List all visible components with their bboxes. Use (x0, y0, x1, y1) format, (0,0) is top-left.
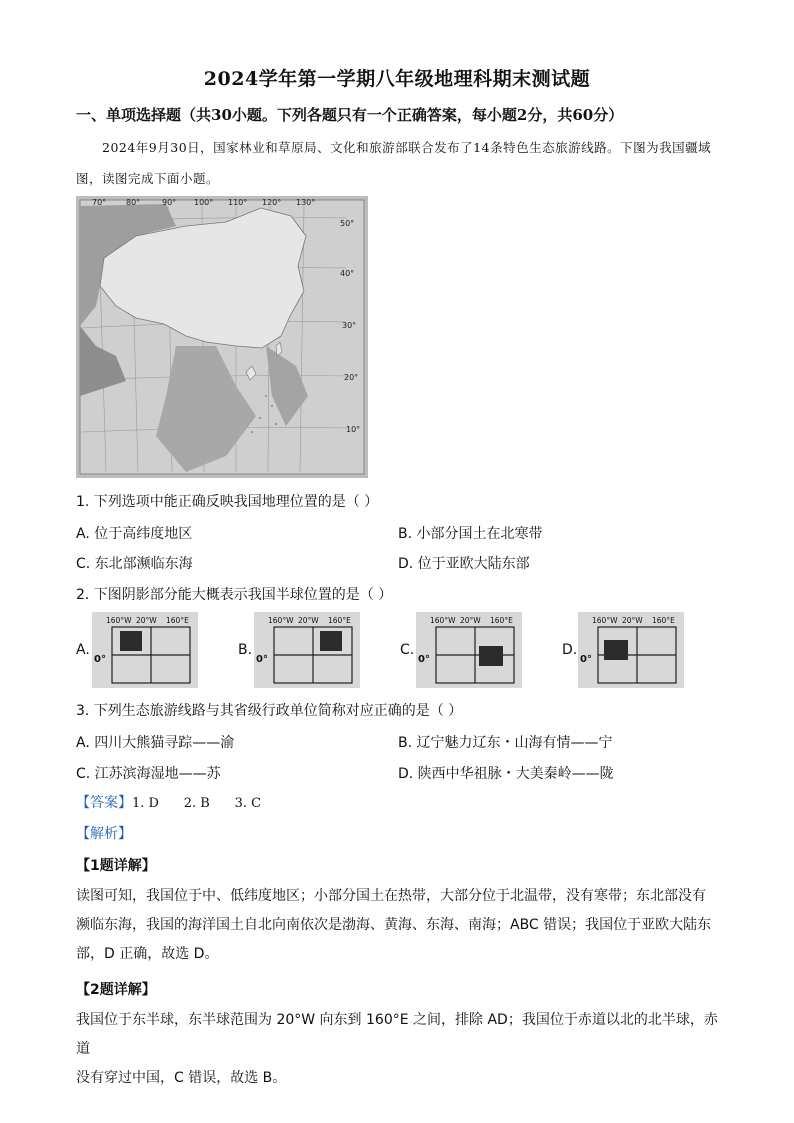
q3-option-a: A. 四川大熊猫寻踪——渝 (76, 735, 235, 751)
map-lon-label: 120° (262, 198, 282, 207)
grid-label-160e: 160°E (328, 616, 351, 625)
grid-label-20w: 20°W (298, 616, 319, 625)
map-lat-label: 10° (346, 425, 361, 434)
analysis-heading: 【解析】 (76, 826, 132, 842)
detail-2-line: 没有穿过中国，C 错误，故选 B。 (76, 1070, 287, 1086)
hemisphere-grid-d (578, 612, 684, 688)
detail-1-heading: 【1题详解】 (76, 858, 156, 874)
question-1-stem: 1. 下列选项中能正确反映我国地理位置的是（ ） (76, 494, 379, 510)
q1-option-a: A. 位于高纬度地区 (76, 526, 193, 542)
hemisphere-grid-a (92, 612, 198, 688)
grid-label-20w: 20°W (136, 616, 157, 625)
question-3-stem: 3. 下列生态旅游线路与其省级行政单位简称对应正确的是（ ） (76, 703, 463, 719)
grid-label-160w: 160°W (268, 616, 294, 625)
grid-label-equator: 0° (418, 654, 430, 665)
q1-option-b: B. 小部分国土在北寒带 (398, 526, 543, 542)
hemisphere-grid-c (416, 612, 522, 688)
grid-label-160e: 160°E (166, 616, 189, 625)
q1-option-d: D. 位于亚欧大陆东部 (398, 556, 530, 572)
detail-1-line: 部，D 正确，故选 D。 (76, 946, 219, 962)
answer-tag: 【答案】 (76, 795, 132, 811)
answer-line (76, 792, 261, 812)
detail-1-line: 读图可知，我国位于中、低纬度地区；小部分国土在热带，大部分位于北温带，没有寒带；东北部没有 (76, 888, 706, 904)
map-lon-label: 110° (228, 198, 248, 207)
grid-label-160w: 160°W (430, 616, 456, 625)
intro-paragraph: 2024年9月30日，国家林业和草原局、文化和旅游部联合发布了14条特色生态旅游线路。下图为我国疆域图，读图完成下面小题。 (76, 140, 712, 186)
map-lon-label: 100° (194, 198, 214, 207)
map-lat-label: 20° (344, 373, 359, 382)
q2-option-letter: D. (562, 642, 578, 658)
q1-option-c: C. 东北部濒临东海 (76, 556, 193, 572)
map-lat-label: 30° (342, 321, 357, 330)
page-title: 2024学年第一学期八年级地理科期末测试题 (203, 68, 591, 90)
q2-option-letter: A. (76, 642, 90, 658)
grid-label-160w: 160°W (592, 616, 618, 625)
map-lat-label: 40° (340, 269, 355, 278)
grid-label-160w: 160°W (106, 616, 132, 625)
map-lat-label: 50° (340, 219, 355, 228)
q3-option-d: D. 陕西中华祖脉・大美秦岭——陇 (398, 766, 614, 782)
section-heading: 一、单项选择题（共30小题。下列各题只有一个正确答案，每小题2分，共60分） (76, 106, 624, 124)
grid-label-160e: 160°E (490, 616, 513, 625)
map-lon-label: 70° (92, 198, 107, 207)
grid-label-20w: 20°W (622, 616, 643, 625)
detail-1-text (76, 882, 726, 969)
grid-label-equator: 0° (256, 654, 268, 665)
q3-option-b: B. 辽宁魅力辽东・山海有情——宁 (398, 735, 613, 751)
detail-2-line: 我国位于东半球，东半球范围为 20°W 向东到 160°E 之间，排除 AD；我国位于赤道以北的北半球，赤道 (76, 1012, 718, 1057)
china-territory-map (76, 196, 368, 478)
map-lon-label: 80° (126, 198, 141, 207)
grid-label-20w: 20°W (460, 616, 481, 625)
q2-option-letter: C. (400, 642, 415, 658)
detail-1-line: 濒临东海，我国的海洋国土自北向南依次是渤海、黄海、东海、南海；ABC 错误；我国位于亚欧大陆东 (76, 917, 712, 933)
detail-2-heading: 【2题详解】 (76, 982, 156, 998)
grid-label-160e: 160°E (652, 616, 675, 625)
answer-text: 1. D 2. B 3. C (132, 796, 262, 811)
detail-2-text (76, 1006, 726, 1093)
q3-option-c: C. 江苏滨海湿地——苏 (76, 766, 221, 782)
q2-option-letter: B. (238, 642, 253, 658)
map-lon-label: 90° (162, 198, 177, 207)
question-2-stem: 2. 下图阴影部分能大概表示我国半球位置的是（ ） (76, 587, 393, 603)
map-lon-label: 130° (296, 198, 316, 207)
hemisphere-grid-b (254, 612, 360, 688)
grid-label-equator: 0° (94, 654, 106, 665)
grid-label-equator: 0° (580, 654, 592, 665)
